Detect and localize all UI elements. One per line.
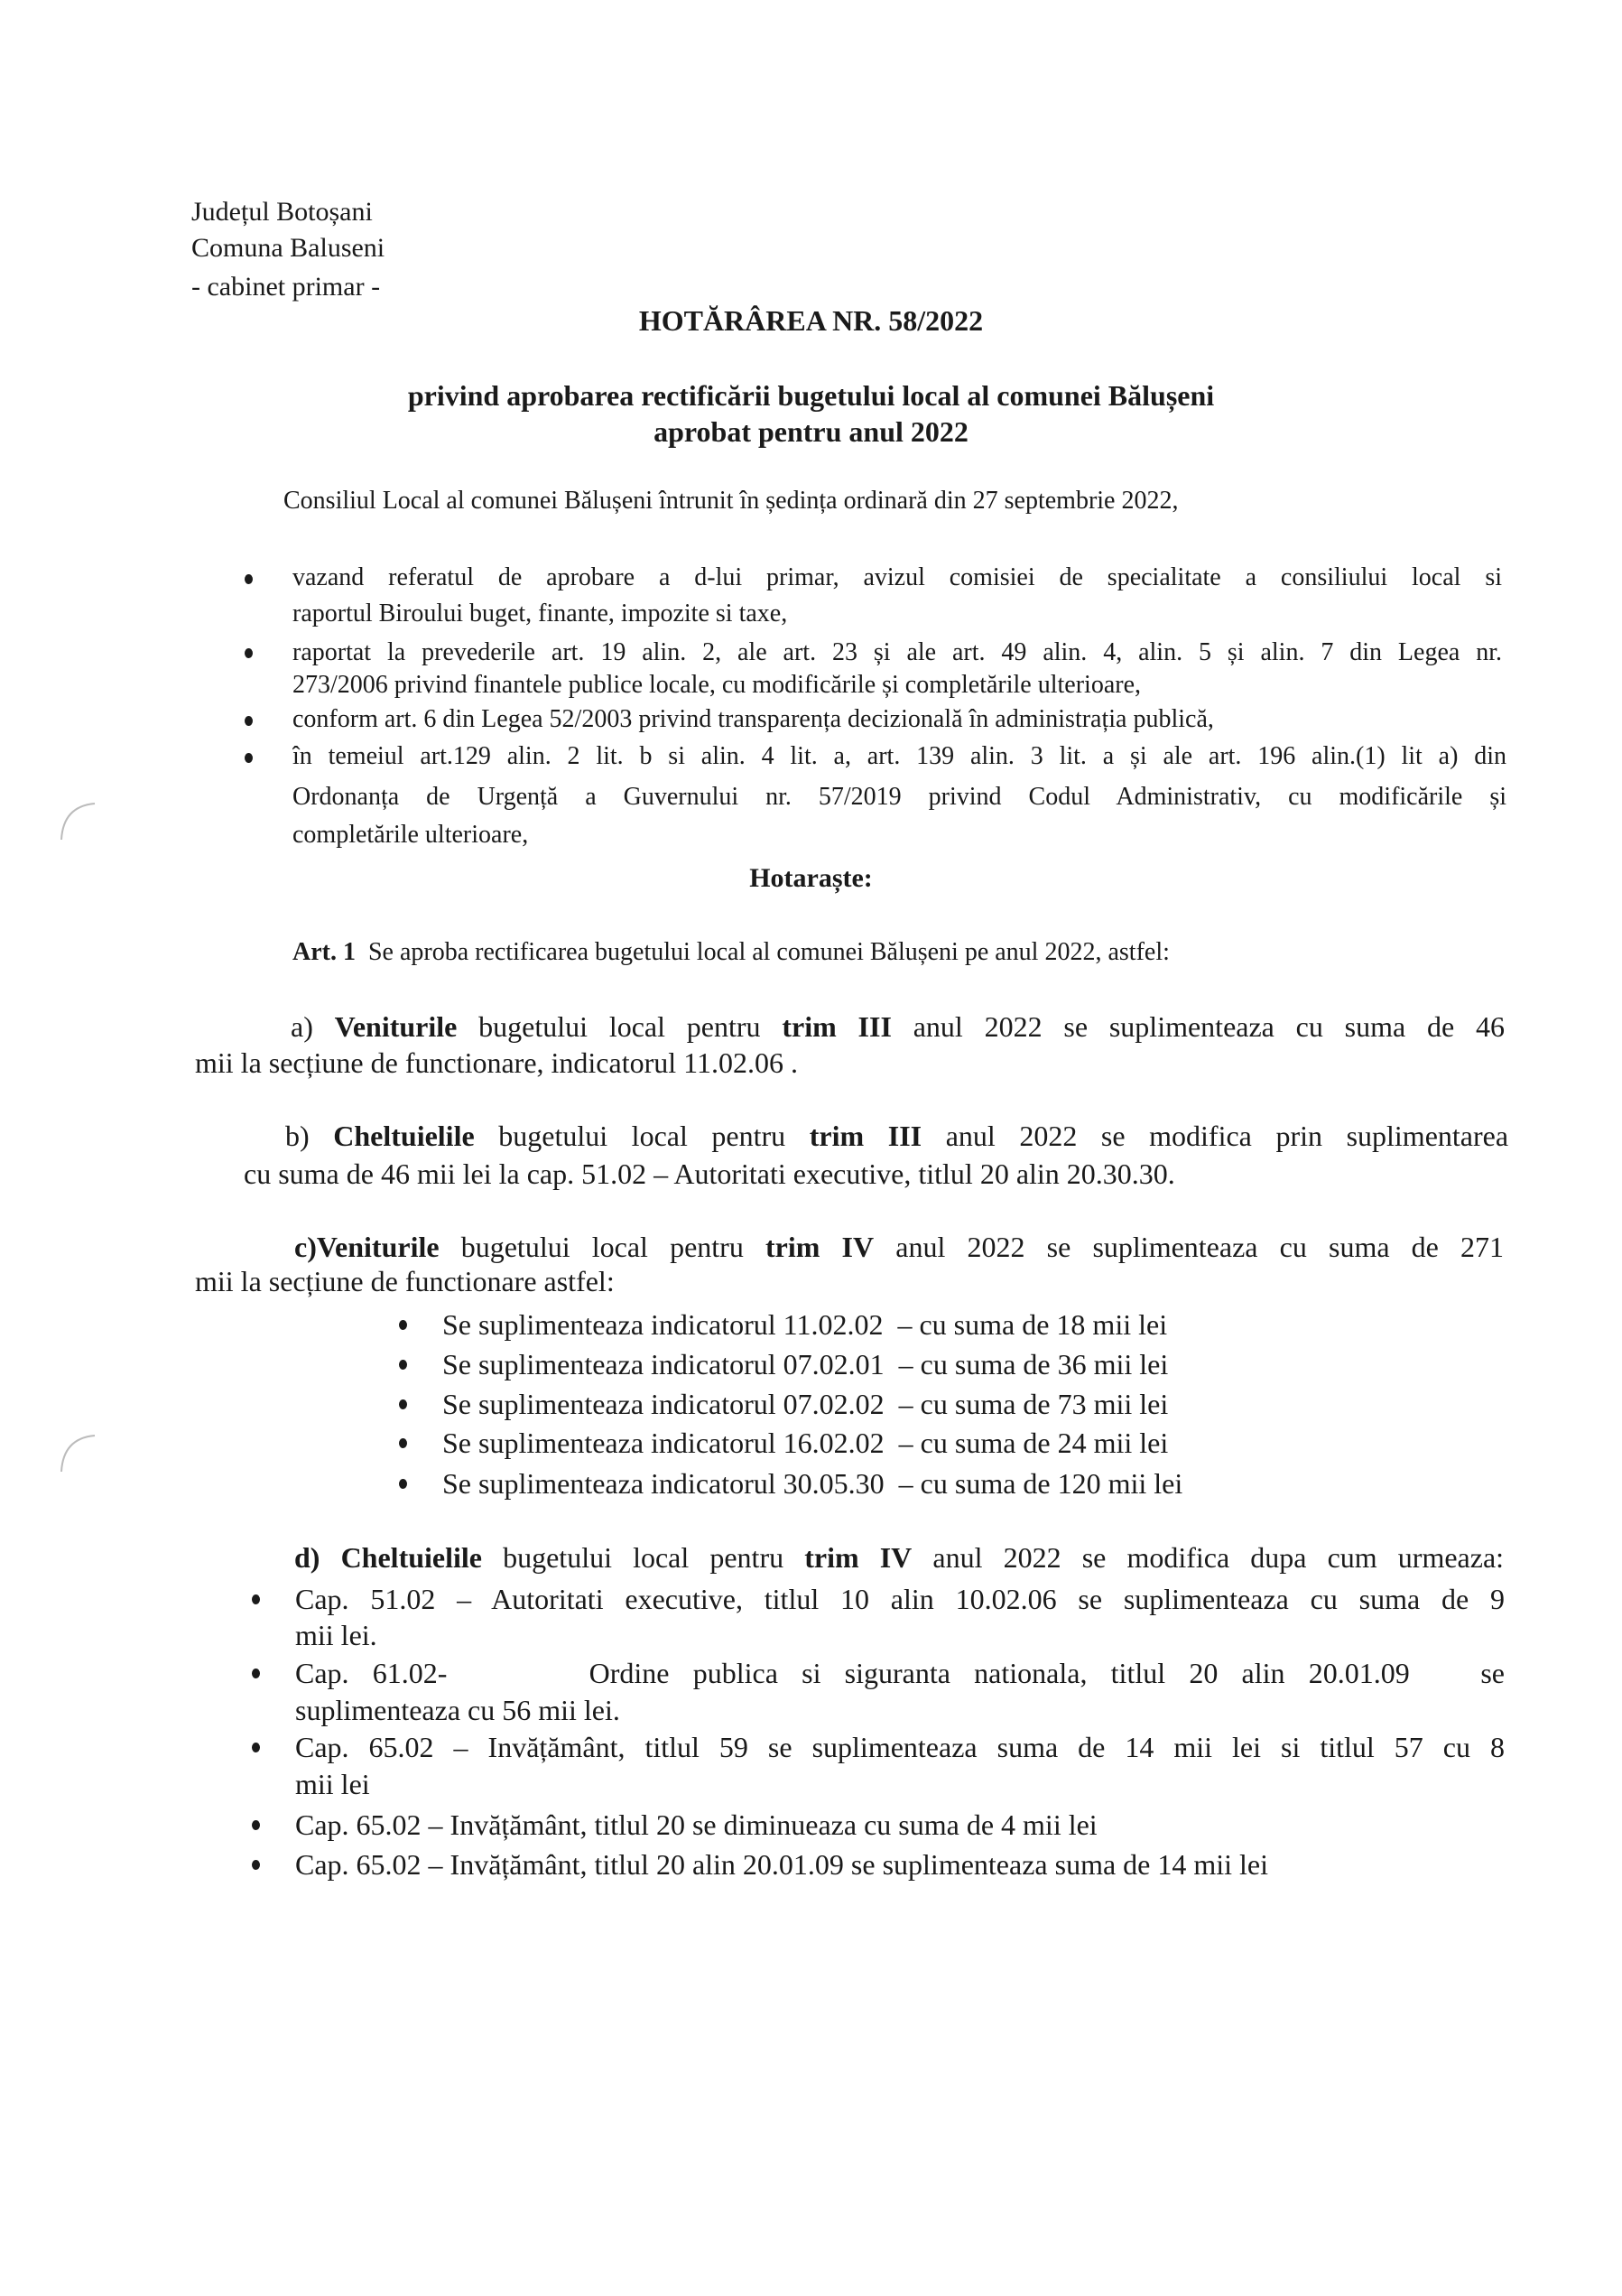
consideration-line: raportat la prevederile art. 19 alin. 2, ale art. 23 și ale art. 49 alin. 4, alin. 5 și alin. 7 din Legea nr. xyxy=(292,638,1502,666)
list-item: Se suplimenteaza indicatorul 30.05.30 – cu suma de 120 mii lei xyxy=(442,1467,1183,1500)
list-item-line: Cap. 65.02 – Invățământ, titlul 20 alin 20.01.09 se suplimenteaza suma de 14 mii lei xyxy=(295,1848,1269,1881)
list-item: Se suplimenteaza indicatorul 07.02.02 – cu suma de 73 mii lei xyxy=(442,1388,1169,1420)
list-item: Se suplimenteaza indicatorul 07.02.01 – cu suma de 36 mii lei xyxy=(442,1348,1169,1380)
consideration-line: în temeiul art.129 alin. 2 lit. b si alin. 4 lit. a, art. 139 alin. 3 lit. a și ale art. 196 alin.(1) lit a) din xyxy=(292,742,1506,770)
para-text: bugetului local pentru xyxy=(460,1231,744,1263)
article-text: Se aproba rectificarea bugetului local al comunei Bălușeni pe anul 2022, astfel: xyxy=(367,938,1170,966)
para-text: anul 2022 se modifica prin suplimentarea xyxy=(945,1120,1508,1152)
para-bold: trim IV xyxy=(804,1541,913,1574)
list-item-line: Cap. 65.02 – Invățământ, titlul 59 se suplimenteaza suma de 14 mii lei si titlul 57 cu 8 xyxy=(295,1731,1505,1763)
bullet-icon xyxy=(399,1360,407,1370)
paragraph-c xyxy=(294,1229,1504,1265)
bullet-icon xyxy=(245,753,253,763)
para-text: bugetului local pentru xyxy=(498,1120,786,1152)
para-label: c) xyxy=(294,1231,317,1263)
para-text: bugetului local pentru xyxy=(503,1541,784,1574)
bullet-icon xyxy=(245,574,253,584)
bullet-icon xyxy=(252,1860,260,1870)
scan-hole-mark xyxy=(54,799,99,844)
bullet-icon xyxy=(252,1594,260,1604)
bullet-icon xyxy=(399,1320,407,1330)
bullet-icon xyxy=(399,1479,407,1489)
bullet-icon xyxy=(245,716,253,726)
bullet-icon xyxy=(252,1669,260,1678)
article-1 xyxy=(292,934,1170,971)
consideration-line: completările ulterioare, xyxy=(292,821,529,849)
document-subtitle: aprobat pentru anul 2022 xyxy=(653,415,969,448)
paragraph-a-line2: mii la secțiune de functionare, indicatorul 11.02.06 . xyxy=(195,1046,798,1079)
bullet-icon xyxy=(252,1743,260,1752)
list-item: Se suplimenteaza indicatorul 16.02.02 – cu suma de 24 mii lei xyxy=(442,1427,1169,1459)
decides-heading: Hotaraște: xyxy=(749,863,873,893)
county-name: Județul Botoșani xyxy=(191,197,373,227)
para-text: bugetului local pentru xyxy=(478,1010,761,1043)
consideration-line: conform art. 6 din Legea 52/2003 privind transparența decizională în administrația publică, xyxy=(292,705,1214,733)
para-bold: Cheltuielile xyxy=(333,1120,475,1152)
list-item-line: suplimenteaza cu 56 mii lei. xyxy=(295,1694,620,1726)
list-item-line: Cap. 61.02- Ordine publica si siguranta nationala, titlul 20 alin 20.01.09 se xyxy=(295,1657,1505,1689)
preamble: Consiliul Local al comunei Bălușeni întrunit în ședința ordinară din 27 septembrie 2022, xyxy=(283,487,1179,515)
bullet-icon xyxy=(245,648,253,658)
para-label: d) xyxy=(294,1541,320,1574)
scan-hole-mark xyxy=(54,1431,99,1476)
para-bold: Veniturile xyxy=(316,1231,440,1263)
para-bold: trim III xyxy=(782,1010,892,1043)
commune-name: Comuna Baluseni xyxy=(191,233,385,263)
bullet-icon xyxy=(399,1438,407,1448)
para-bold: Cheltuielile xyxy=(340,1541,482,1574)
para-text: anul 2022 se suplimenteaza cu suma de 46 xyxy=(913,1010,1505,1043)
paragraph-b xyxy=(285,1118,1508,1154)
paragraph-a xyxy=(291,1009,1505,1045)
para-label: a) xyxy=(291,1010,313,1043)
article-label: Art. 1 xyxy=(292,938,356,966)
office-name: - cabinet primar - xyxy=(191,272,381,302)
para-bold: Veniturile xyxy=(334,1010,458,1043)
list-item: Se suplimenteaza indicatorul 11.02.02 – cu suma de 18 mii lei xyxy=(442,1308,1168,1341)
para-label: b) xyxy=(285,1120,310,1152)
para-bold: trim III xyxy=(809,1120,922,1152)
document-subtitle: privind aprobarea rectificării bugetului local al comunei Bălușeni xyxy=(407,379,1215,412)
list-item-line: mii lei. xyxy=(295,1619,377,1651)
consideration-line: 273/2006 privind finantele publice locale, cu modificările și completările ulterioare, xyxy=(292,671,1141,699)
consideration-line: vazand referatul de aprobare a d-lui primar, avizul comisiei de specialitate a consiliului local si xyxy=(292,563,1502,591)
document-title: HOTĂRÂREA NR. 58/2022 xyxy=(638,304,984,337)
paragraph-d xyxy=(294,1539,1504,1576)
list-item-line: Cap. 51.02 – Autoritati executive, titlul 10 alin 10.02.06 se suplimenteaza cu suma de 9 xyxy=(295,1583,1505,1615)
paragraph-c-line2: mii la secțiune de functionare astfel: xyxy=(195,1265,615,1297)
list-item-line: Cap. 65.02 – Invățământ, titlul 20 se diminueaza cu suma de 4 mii lei xyxy=(295,1808,1098,1841)
bullet-icon xyxy=(252,1820,260,1830)
para-bold: trim IV xyxy=(765,1231,875,1263)
para-text: anul 2022 se modifica dupa cum urmeaza: xyxy=(932,1541,1504,1574)
bullet-icon xyxy=(399,1399,407,1409)
list-item-line: mii lei xyxy=(295,1768,370,1800)
paragraph-b-line2: cu suma de 46 mii lei la cap. 51.02 – Autoritati executive, titlul 20 alin 20.30.30. xyxy=(244,1157,1175,1190)
consideration-line: Ordonanța de Urgență a Guvernului nr. 57/2019 privind Codul Administrativ, cu modificările și xyxy=(292,783,1506,811)
consideration-line: raportul Biroului buget, finante, impozite si taxe, xyxy=(292,600,788,627)
para-text: anul 2022 se suplimenteaza cu suma de 271 xyxy=(895,1231,1504,1263)
